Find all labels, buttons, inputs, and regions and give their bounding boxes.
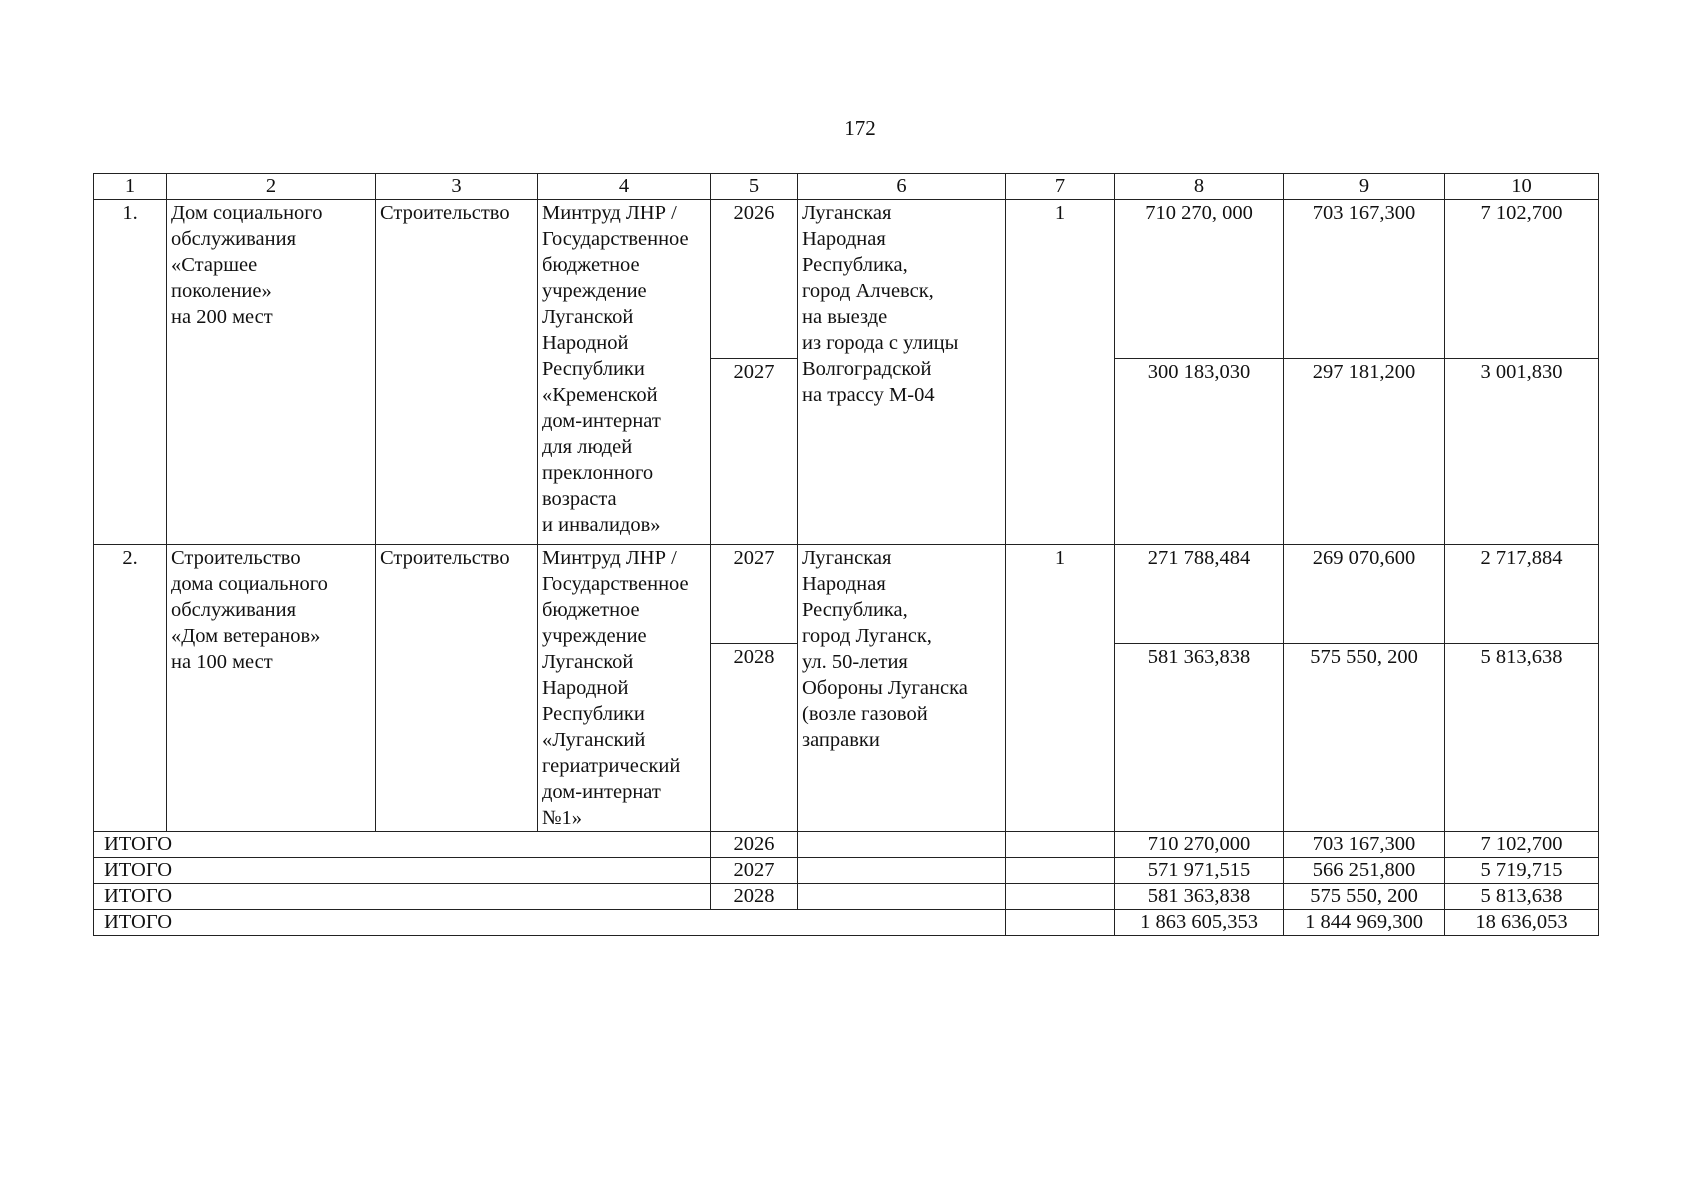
total-amount: 271 788,484 bbox=[1115, 545, 1284, 644]
object-count: 1 bbox=[1006, 545, 1115, 832]
empty-cell bbox=[1006, 884, 1115, 910]
total-amount: 300 183,030 bbox=[1115, 359, 1284, 545]
regional-amount: 7 102,700 bbox=[1445, 832, 1599, 858]
federal-amount: 575 550, 200 bbox=[1284, 884, 1445, 910]
empty-cell bbox=[1006, 832, 1115, 858]
table-row bbox=[94, 545, 1599, 644]
location: Луганская Народная Республика, город Алчевск, на выезде из города с улицы Волгоградской на трассу М-04 bbox=[798, 200, 1006, 545]
column-header: 10 bbox=[1445, 174, 1599, 200]
grand-total-label: ИТОГО bbox=[94, 910, 1006, 936]
regional-amount: 7 102,700 bbox=[1445, 200, 1599, 359]
total-row bbox=[94, 832, 1599, 858]
total-label: ИТОГО bbox=[94, 858, 711, 884]
federal-amount: 575 550, 200 bbox=[1284, 644, 1445, 832]
federal-amount: 269 070,600 bbox=[1284, 545, 1445, 644]
federal-amount: 703 167,300 bbox=[1284, 832, 1445, 858]
column-header: 2 bbox=[167, 174, 376, 200]
regional-amount: 2 717,884 bbox=[1445, 545, 1599, 644]
column-header: 6 bbox=[798, 174, 1006, 200]
table-row bbox=[94, 200, 1599, 359]
column-header: 5 bbox=[711, 174, 798, 200]
year-cell: 2027 bbox=[711, 858, 798, 884]
total-amount: 710 270,000 bbox=[1115, 832, 1284, 858]
grand-total-row bbox=[94, 910, 1599, 936]
grand-regional-amount: 18 636,053 bbox=[1445, 910, 1599, 936]
grand-total-amount: 1 863 605,353 bbox=[1115, 910, 1284, 936]
page-number: 172 bbox=[844, 116, 876, 140]
empty-cell bbox=[798, 884, 1006, 910]
column-header: 9 bbox=[1284, 174, 1445, 200]
investment-table bbox=[93, 173, 1599, 936]
year-cell: 2027 bbox=[711, 359, 798, 545]
year-cell: 2026 bbox=[711, 832, 798, 858]
empty-cell bbox=[798, 858, 1006, 884]
empty-cell bbox=[1006, 910, 1115, 936]
total-row bbox=[94, 884, 1599, 910]
total-row bbox=[94, 858, 1599, 884]
table-header-row bbox=[94, 174, 1599, 200]
row-number: 2. bbox=[94, 545, 167, 832]
total-amount: 581 363,838 bbox=[1115, 644, 1284, 832]
regional-amount: 3 001,830 bbox=[1445, 359, 1599, 545]
column-header: 8 bbox=[1115, 174, 1284, 200]
row-number: 1. bbox=[94, 200, 167, 545]
column-header: 3 bbox=[376, 174, 538, 200]
regional-amount: 5 813,638 bbox=[1445, 644, 1599, 832]
grand-federal-amount: 1 844 969,300 bbox=[1284, 910, 1445, 936]
work-type: Строительство bbox=[376, 545, 538, 832]
customer: Минтруд ЛНР / Государственное бюджетное учреждение Луганской Народной Республики «Луганский гериатрический дом-интернат №1» bbox=[538, 545, 711, 832]
object-name: Дом социального обслуживания «Старшее поколение» на 200 мест bbox=[167, 200, 376, 545]
column-header: 1 bbox=[94, 174, 167, 200]
year-cell: 2026 bbox=[711, 200, 798, 359]
location: Луганская Народная Республика, город Луганск, ул. 50-летия Обороны Луганска (возле газовой заправки bbox=[798, 545, 1006, 832]
empty-cell bbox=[798, 832, 1006, 858]
total-amount: 581 363,838 bbox=[1115, 884, 1284, 910]
total-label: ИТОГО bbox=[94, 832, 711, 858]
object-name: Строительство дома социального обслуживания «Дом ветеранов» на 100 мест bbox=[167, 545, 376, 832]
column-header: 7 bbox=[1006, 174, 1115, 200]
empty-cell bbox=[1006, 858, 1115, 884]
year-cell: 2027 bbox=[711, 545, 798, 644]
customer: Минтруд ЛНР / Государственное бюджетное учреждение Луганской Народной Республики «Кременской дом-интернат для людей преклонного возраста и инвалидов» bbox=[538, 200, 711, 545]
object-count: 1 bbox=[1006, 200, 1115, 545]
total-label: ИТОГО bbox=[94, 884, 711, 910]
year-cell: 2028 bbox=[711, 884, 798, 910]
year-cell: 2028 bbox=[711, 644, 798, 832]
federal-amount: 297 181,200 bbox=[1284, 359, 1445, 545]
regional-amount: 5 813,638 bbox=[1445, 884, 1599, 910]
federal-amount: 566 251,800 bbox=[1284, 858, 1445, 884]
total-amount: 710 270, 000 bbox=[1115, 200, 1284, 359]
regional-amount: 5 719,715 bbox=[1445, 858, 1599, 884]
column-header: 4 bbox=[538, 174, 711, 200]
total-amount: 571 971,515 bbox=[1115, 858, 1284, 884]
work-type: Строительство bbox=[376, 200, 538, 545]
federal-amount: 703 167,300 bbox=[1284, 200, 1445, 359]
